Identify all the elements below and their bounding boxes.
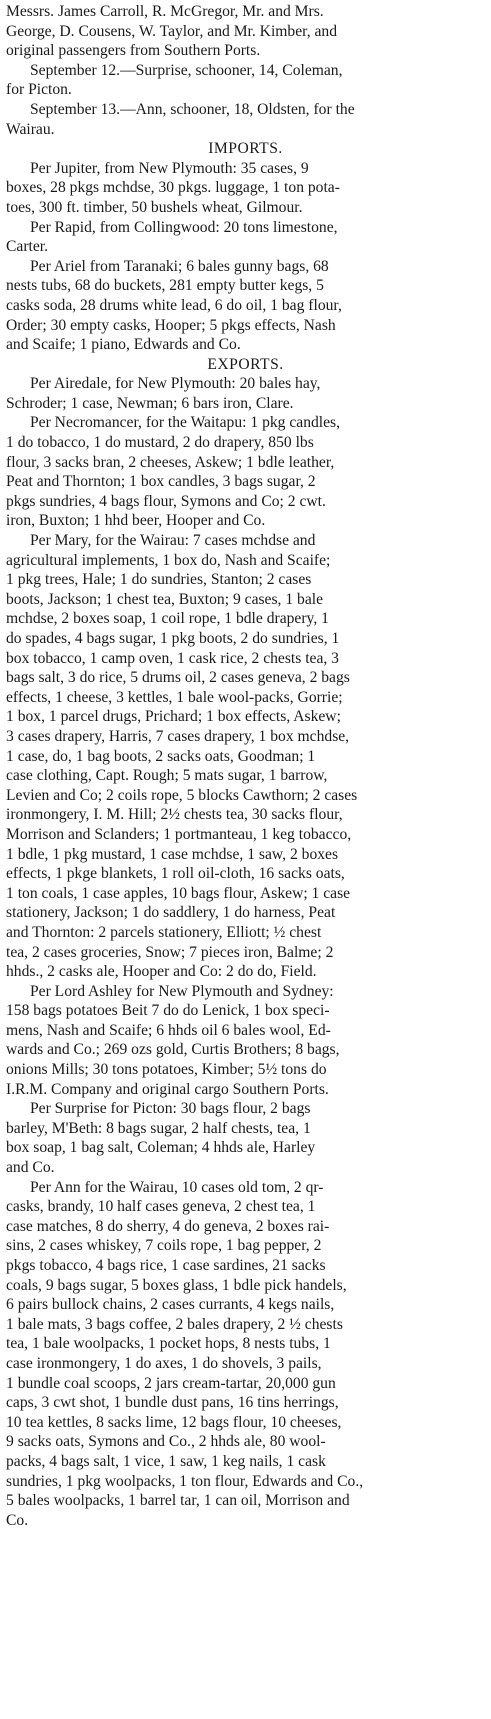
export-necromancer-paragraph: Per Necromancer, for the Waitapu: 1 pkg candles, 1 do tobacco, 1 do mustard, 2 do drapery, 850 lbs flour, 3 sacks bran, 2 cheeses, Askew; 1 bdle leather, Peat and Thornton; 1 box candles, 3 bags sugar, 2 pkgs sundries, 4 bags flour, Symons and Co; 2 cwt. iron, Buxton; 1 hhd beer, Hooper and Co. [6,414,341,530]
departure-ann-paragraph: September 13.—Ann, schooner, 18, Oldsten, for the Wairau. [6,100,355,138]
import-rapid-paragraph: Per Rapid, from Collingwood: 20 tons limestone, Carter. [6,218,338,256]
passenger-list-paragraph: Messrs. James Carroll, R. McGregor, Mr. and Mrs. George, D. Cousens, W. Taylor, and Mr. Kimber, and original passengers from Southern Ports. [6,3,338,60]
export-surprise-paragraph: Per Surprise for Picton: 30 bags flour, 2 bags barley, M'Beth: 8 bags sugar, 2 half chests, tea, 1 box soap, 1 bag salt, Coleman; 4 hhds ale, Harley and Co. [6,1100,316,1177]
export-mary-paragraph: Per Mary, for the Wairau: 7 cases mchdse and agricultural implements, 1 box do, Nash and Scaife; 1 pkg trees, Hale; 1 do sundries, Stanton; 2 cases boots, Jackson; 1 chest tea, Buxton; 9 cases, 1 bale mchdse, 2 boxes soap, 1 coil rope, 1 bdle drapery, 1 do spades, 4 bags sugar, 1 pkg boots, 2 do sundries, 1 box tobacco, 1 camp oven, 1 cask rice, 2 chests tea, 3 bags salt, 3 do rice, 5 drums oil, 2 cases geneva, 2 bags effects, 1 cheese, 3 kettles, 1 bale wool-packs, Gorrie; 1 box, 1 parcel drugs, Prichard; 1 box effects, Askew; 3 cases drapery, Harris, 7 cases drapery, 1 box mchdse, 1 case, do, 1 bag boots, 2 sacks oats, Goodman; 1 case clothing, Capt. Rough; 5 mats sugar, 1 barrow, Levien and Co; 2 coils rope, 5 blocks Cawthorn; 2 cases ironmongery, I. M. Hill; 2½ chests tea, 30 sacks flour, Morrison and Sclanders; 1 portmanteau, 1 keg tobacco, 1 bdle, 1 pkg mustard, 1 case mchdse, 1 saw, 2 boxes effects, 1 pkge blankets, 1 roll oil-cloth, 16 sacks oats, 1 ton coals, 1 case apples, 10 bags flour, Askew; 1 case stationery, Jackson; 1 do saddlery, 1 do harness, Peat and Thornton: 2 parcels stationery, Elliott; ½ chest tea, 2 cases groceries, Snow; 7 pieces iron, Balme; 2 hhds., 2 casks ale, Hooper and Co: 2 do do, Field. [6,532,358,981]
export-lord-ashley-paragraph: Per Lord Ashley for New Plymouth and Sydney: 158 bags potatoes Beit 7 do do Lenick, 1 box speci- mens, Nash and Scaife; 6 hhds oil 6 bales wool, Ed- wards and Co.; 269 ozs gold, Curtis Brothers; 8 bags, onions Mills; 30 tons potatoes, Kimber; 5½ tons do I.R.M. Company and original cargo Southern Ports. [6,982,340,1098]
exports-heading: EXPORTS. [207,355,284,373]
export-ann-paragraph: Per Ann for the Wairau, 10 cases old tom, 2 qr- casks, brandy, 10 half cases geneva, 2 chest tea, 1 case matches, 8 do sherry, 4 do geneva, 2 boxes rai- sins, 2 cases whiskey, 7 coils rope, 1 bag pepper, 2 pkgs tobacco, 4 bags rice, 1 case sardines, 21 sacks coals, 9 bags sugar, 5 boxes glass, 1 bdle pick handels, 6 pairs bullock chains, 2 cases currants, 4 kegs nails, 1 bale mats, 3 bags coffee, 2 bales drapery, 2 ½ chests tea, 1 bale woolpacks, 1 pocket hops, 8 nests tubs, 1 case ironmongery, 1 do axes, 1 do shovels, 3 pails, 1 bundle coal scoops, 2 jars cream-tartar, 20,000 gun caps, 3 cwt shot, 1 bundle dust pans, 16 tins herrings, 10 tea kettles, 8 sacks lime, 12 bags flour, 10 cheeses, 9 sacks oats, Symons and Co., 2 hhds ale, 80 wool- packs, 4 bags salt, 1 vice, 1 saw, 1 keg nails, 1 cask sundries, 1 pkg woolpacks, 1 ton flour, Edwards and Co., 5 bales woolpacks, 1 barrel tar, 1 can oil, Morrison and Co. [6,1178,364,1529]
import-jupiter-paragraph: Per Jupiter, from New Plymouth: 35 cases, 9 boxes, 28 pkgs mchdse, 30 pkgs. luggage, 1 ton pota- toes, 300 ft. timber, 50 bushels wheat, Gilmour. [6,159,340,216]
import-ariel-paragraph: Per Ariel from Taranaki; 6 bales gunny bags, 68 nests tubs, 68 do buckets, 281 empty butter kegs, 5 casks soda, 28 drums white lead, 6 do oil, 1 bag flour, Order; 30 empty casks, Hooper; 5 pkgs effects, Nash and Scaife; 1 piano, Edwards and Co. [6,257,342,354]
export-airedale-paragraph: Per Airedale, for New Plymouth: 20 bales hay, Schroder; 1 case, Newman; 6 bars iron, Clare. [6,375,321,412]
imports-heading: IMPORTS. [208,140,283,158]
departure-surprise-paragraph: September 12.—Surprise, schooner, 14, Coleman, for Picton. [6,61,343,99]
